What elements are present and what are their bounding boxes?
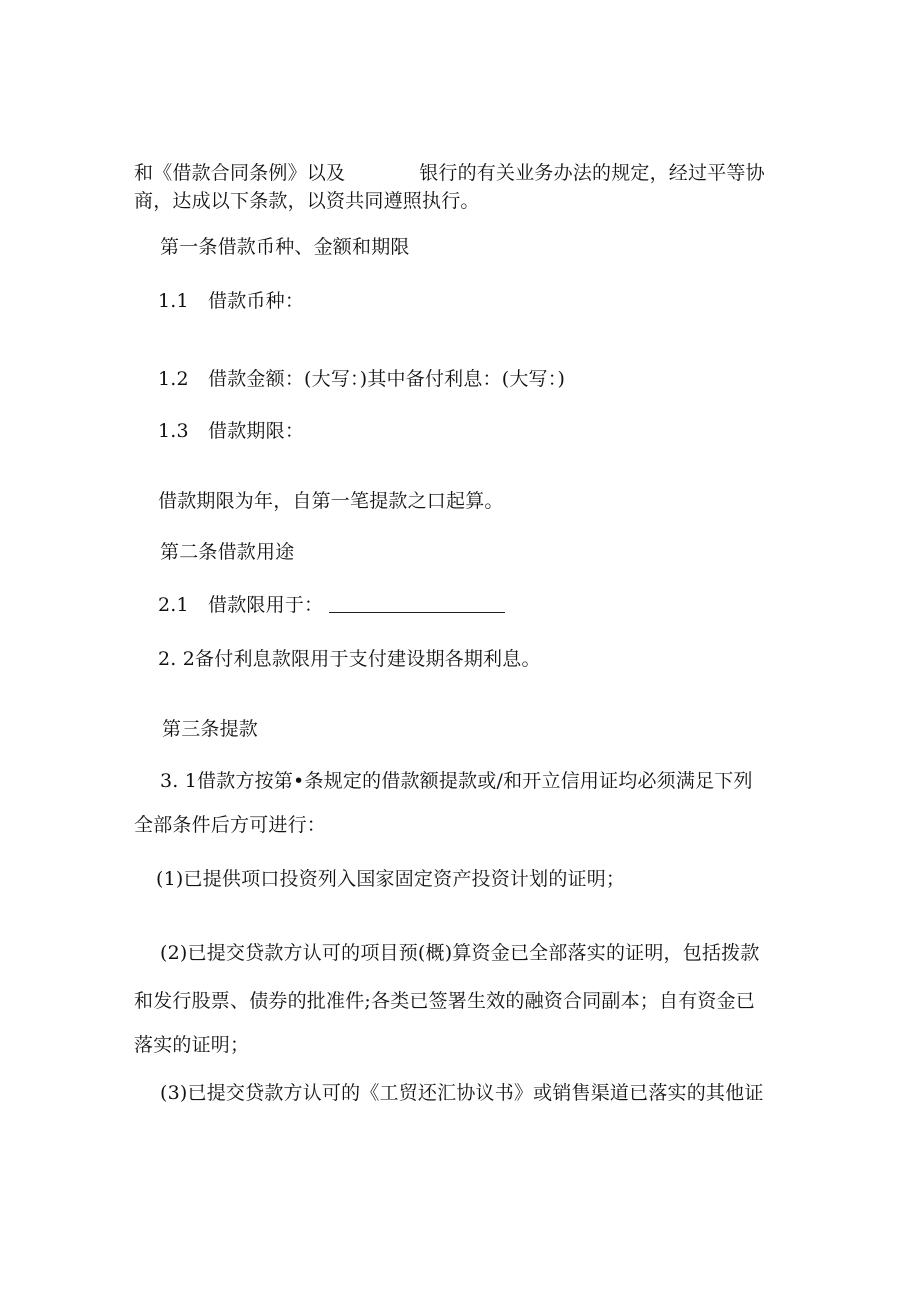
intro-line-2: 商，达成以下条款，以资共同遵照执行。: [134, 190, 480, 212]
condition-2-line-1: (2)已提交贷款方认可的项目预(概)算资金已全部落实的证明，包括拨款: [160, 942, 760, 964]
article-1-item-2: 1.2 借款金额：(大写：)其中备付利息：(大写：): [158, 368, 566, 390]
article-3-item-1-line-2: 全部条件后方可进行：: [134, 814, 327, 836]
article-1-term: 借款期限为年，自第一笔提款之口起算。: [158, 490, 504, 512]
condition-2-line-2: 和发行股票、债券的批准件;各类已签署生效的融资合同副本；自有资金已: [134, 990, 756, 1012]
condition-1: (1)已提供项口投资列入国家固定资产投资计划的证明；: [156, 868, 626, 890]
condition-3: (3)已提交贷款方认可的《工贸还汇协议书》或销售渠道已落实的其他证: [160, 1082, 764, 1104]
article-2-item-1-label: 2.1 借款限用于：: [158, 594, 324, 616]
intro-line-1-start: 和《借款合同条例》以及: [134, 162, 346, 184]
article-2-item-2: 2. 2备付利息款限用于支付建设期各期利息。: [158, 648, 541, 670]
article-1-item-3: 1.3 借款期限：: [158, 420, 305, 442]
article-1-heading: 第一条借款币种、金额和期限: [160, 236, 410, 258]
intro-line-1: [134, 160, 765, 186]
article-2-heading: 第二条借款用途: [160, 541, 295, 563]
intro-line-1-end: 银行的有关业务办法的规定，经过平等协: [419, 162, 765, 184]
article-1-item-1: 1.1 借款币种：: [158, 290, 305, 312]
article-2-item-1: [158, 592, 505, 618]
article-3-item-1-line-1: 3. 1借款方按第•条规定的借款额提款或/和开立信用证均必须满足下列: [160, 770, 753, 792]
article-3-heading: 第三条提款: [162, 718, 259, 740]
usage-fill-in-line: [329, 596, 505, 613]
condition-2-line-3: 落实的证明；: [134, 1034, 250, 1056]
